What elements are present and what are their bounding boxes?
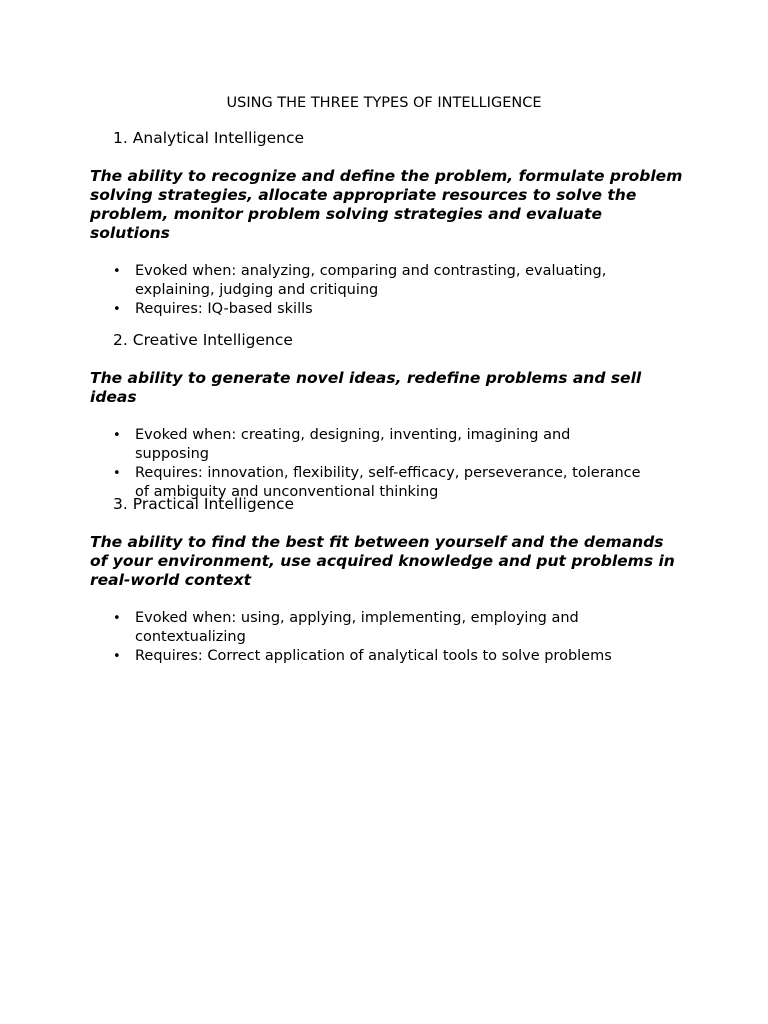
section-practical-intelligence [90,495,690,666]
section-heading-text: Creative Intelligence [132,331,293,349]
section-heading-text: Practical Intelligence [132,495,295,513]
section-definition: The ability to generate novel ideas, redefine problems and sell ideas [90,369,642,406]
section-number: 3. [113,495,128,513]
section-heading [113,495,690,514]
section-number: 1. [113,129,128,147]
bullet-item [90,426,645,464]
bullet-icon: • [113,649,121,664]
bullet-icon: • [113,428,121,443]
bullet-icon: • [113,611,121,626]
bullet-item [90,300,645,319]
bullet-text: Requires: Correct application of analytical tools to solve problems [135,648,612,664]
bullet-item [90,647,645,666]
bullet-item [90,262,645,300]
section-heading-text: Analytical Intelligence [132,129,305,147]
bullet-text: Evoked when: creating, designing, inventing, imagining and supposing [135,427,571,462]
bullet-icon: • [113,264,121,279]
bullet-text: Evoked when: using, applying, implementing, employing and contextualizing [135,610,579,645]
bullet-icon: • [113,466,121,481]
bullet-item [90,609,645,647]
document-title: USING THE THREE TYPES OF INTELLIGENCE [226,95,542,111]
section-creative-intelligence [90,331,690,502]
bullet-text: Evoked when: analyzing, comparing and contrasting, evaluating, explaining, judging and critiquing [135,263,607,298]
bullet-list [90,609,690,666]
bullet-list [90,262,690,319]
section-definition: The ability to find the best fit between yourself and the demands of your environment, use acquired knowledge and put problems in real-world context [90,533,675,589]
section-number: 2. [113,331,128,349]
bullet-text: Requires: IQ-based skills [135,301,313,317]
bullet-list [90,426,690,502]
section-definition: The ability to recognize and define the problem, formulate problem solving strategies, allocate appropriate resources to solve the problem, monitor problem solving strategies and evaluate solutions [90,167,683,242]
bullet-text: Requires: innovation, flexibility, self-efficacy, perseverance, tolerance of ambiguity and unconventional thinking [135,465,641,500]
section-heading [113,331,690,350]
section-heading [113,129,690,148]
bullet-icon: • [113,302,121,317]
section-analytical-intelligence [90,129,690,319]
